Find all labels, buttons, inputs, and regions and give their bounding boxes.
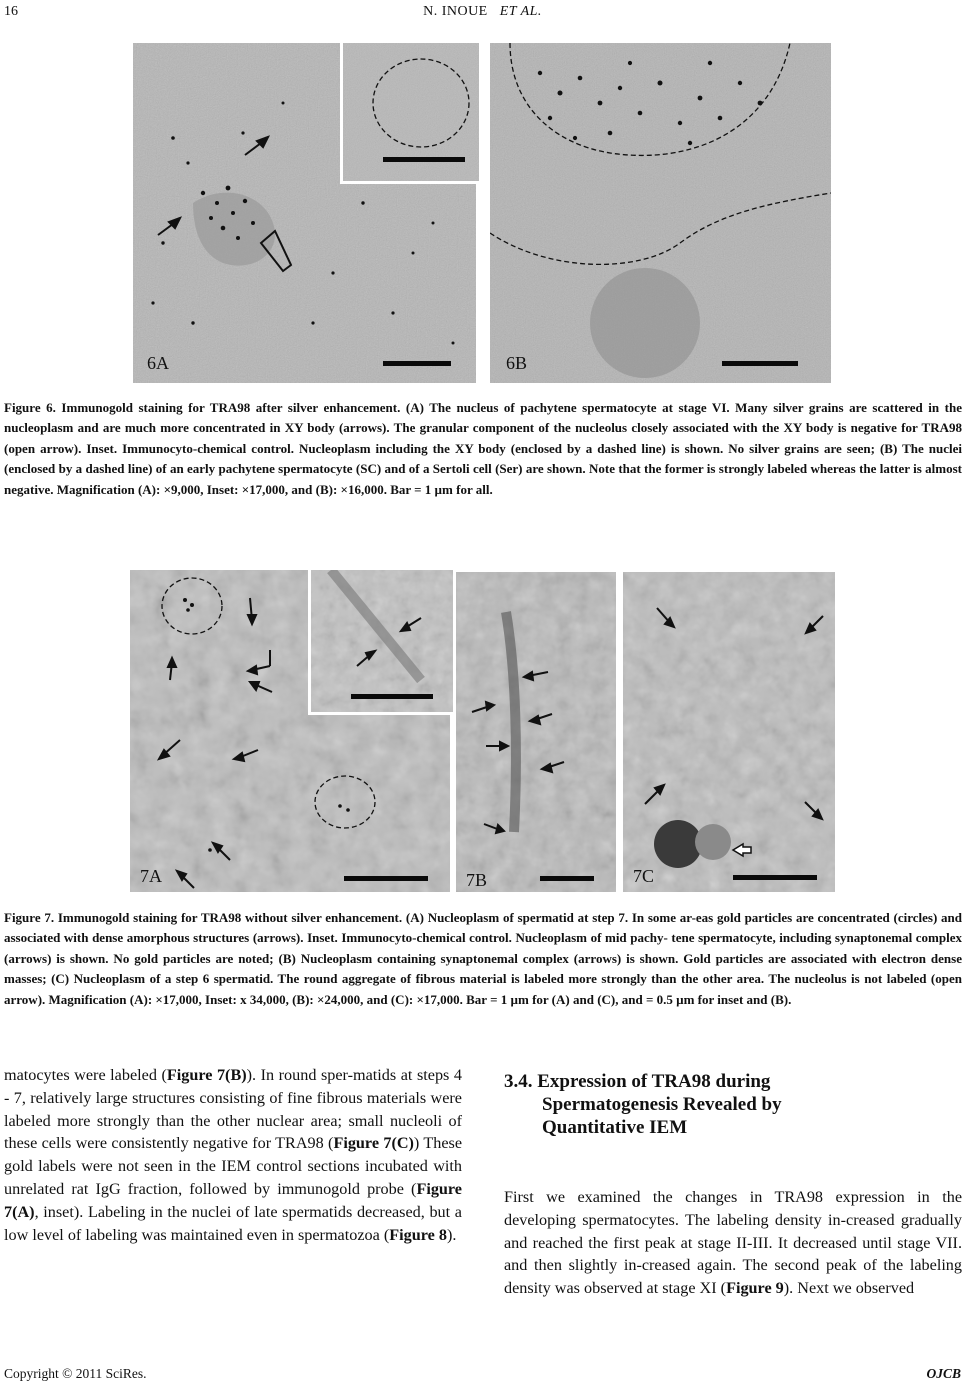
text-run: First we examined the changes in TRA98 expression in the developing spermatocytes. The labeling density in-creased gradually and reached the first peak at stage II-III. It decreased until stage VII. and then slightly in-creased again. The second peak of the labeling density was observed at stage XI (: [504, 1188, 962, 1298]
scale-bar: [540, 876, 594, 881]
footer-copyright: Copyright © 2011 SciRes.: [4, 1366, 147, 1381]
scale-bar: [722, 361, 798, 366]
figure-ref: Figure 7(B): [166, 1066, 247, 1084]
figure-6b-micrograph: [490, 43, 831, 383]
header-authors: N. INOUE: [423, 4, 488, 19]
panel-label-6b: 6B: [506, 353, 528, 373]
right-column-text: [504, 1186, 962, 1300]
fibrous-aggregate: [695, 824, 731, 860]
figure-6-caption: Figure 6. Immunogold staining for TRA98 after silver enhancement. (A) The nucleus of pachytene spermatocyte at stage VI. Many silver grains are scattered in the nucleoplasm and are much more concentrated in XY body (arrows). The granular component of the nucleolus closely associated with the XY body is negative for TRA98 (open arrow). Inset. Immunocyto-chemical control. Nucleoplasm including the XY body (enclosed by a dashed line) is shown. No silver grains are seen; (B) The nuclei (enclosed by a dashed line) of an early pachytene spermatocyte (SC) and of a Sertoli cell (Ser) are shown. Note that the former is strongly labeled whereas the latter is almost negative. Magnification (A): ×9,000, Inset: ×17,000, and (B): ×16,000. Bar = 1 µm for all.: [4, 400, 962, 497]
nucleolus: [654, 820, 702, 868]
left-column-text: [4, 1064, 462, 1246]
figure-6a-inset: [340, 43, 479, 184]
text-run: ). In round sper-matids at steps 4 - 7, relatively large structures consisting of fine fibrous materials were labeled more strongly than the other nuclear area; small nucleoli of these cells were consistently negative for TRA98 (: [4, 1066, 462, 1153]
text-run: ). Next we observed: [783, 1279, 915, 1298]
figure-7a-inset: [308, 570, 453, 715]
panel-label-7c: 7C: [633, 866, 655, 886]
panel-label-7a: 7A: [140, 866, 162, 886]
header-et-al: ET AL.: [499, 4, 542, 19]
scale-bar: [351, 694, 433, 699]
page-number: 16: [4, 4, 18, 19]
panel-label-7b: 7B: [466, 870, 488, 890]
scale-bar: [383, 361, 451, 366]
text-run: matocytes were labeled (: [4, 1066, 167, 1084]
figure-7-caption: Figure 7. Immunogold staining for TRA98 without silver enhancement. (A) Nucleoplasm of spermatid at step 7. In some ar-eas gold particles are concentrated (circles) and associated with dense amorphous structures (arrows). Inset. Immunocyto-chemical control. Nucleoplasm of mid pachy- tene spermatocyte, including synaptonemal complex (arrows) is shown. No gold particles are noted; (B) Nucleoplasm containing synaptonemal complex (arrows) is shown. Gold particles are associated with electron dense masses; (C) Nucleoplasm of a step 6 spermatid. The round aggregate of fibrous material is labeled more strongly than the other area. The nucleolus is not labeled (open arrow). Magnification (A): ×17,000, Inset: x 34,000, (B): ×24,000, and (C): ×17,000. Bar = 1 µm for (A) and (C), and = 0.5 µm for inset and (B).: [4, 910, 962, 1007]
section-heading: [504, 1070, 944, 1139]
running-header: [0, 4, 965, 20]
text-run: ) These gold labels were not seen in the IEM control sections incubated with unrelated rat IgG fraction, followed by immunogold probe (: [4, 1134, 463, 1198]
scale-bar: [344, 876, 428, 881]
figure-ref: Figure 7(C): [333, 1134, 414, 1153]
text-run: ).: [446, 1225, 457, 1244]
figure-7c-micrograph: [623, 572, 835, 892]
scale-bar: [733, 875, 817, 880]
scale-bar: [383, 157, 465, 162]
section-number: 3.4.: [504, 1071, 533, 1092]
section-title-line3: Quantitative IEM: [542, 1117, 688, 1138]
figure-ref: Figure 9: [726, 1279, 784, 1298]
text-run: , inset). Labeling in the nuclei of late spermatids decreased, but a low level of labeling was maintained even in spermatozoa (: [4, 1202, 462, 1244]
figure-7b-micrograph: [456, 572, 616, 892]
section-title-line1: Expression of TRA98 during: [537, 1071, 771, 1092]
footer-journal: OJCB: [926, 1366, 961, 1381]
panel-label-6a: 6A: [147, 353, 169, 373]
section-title-line2: Spermatogenesis Revealed by: [542, 1094, 782, 1115]
figure-ref: Figure 7(A): [4, 1179, 462, 1221]
figure-ref: Figure 8: [389, 1225, 447, 1244]
